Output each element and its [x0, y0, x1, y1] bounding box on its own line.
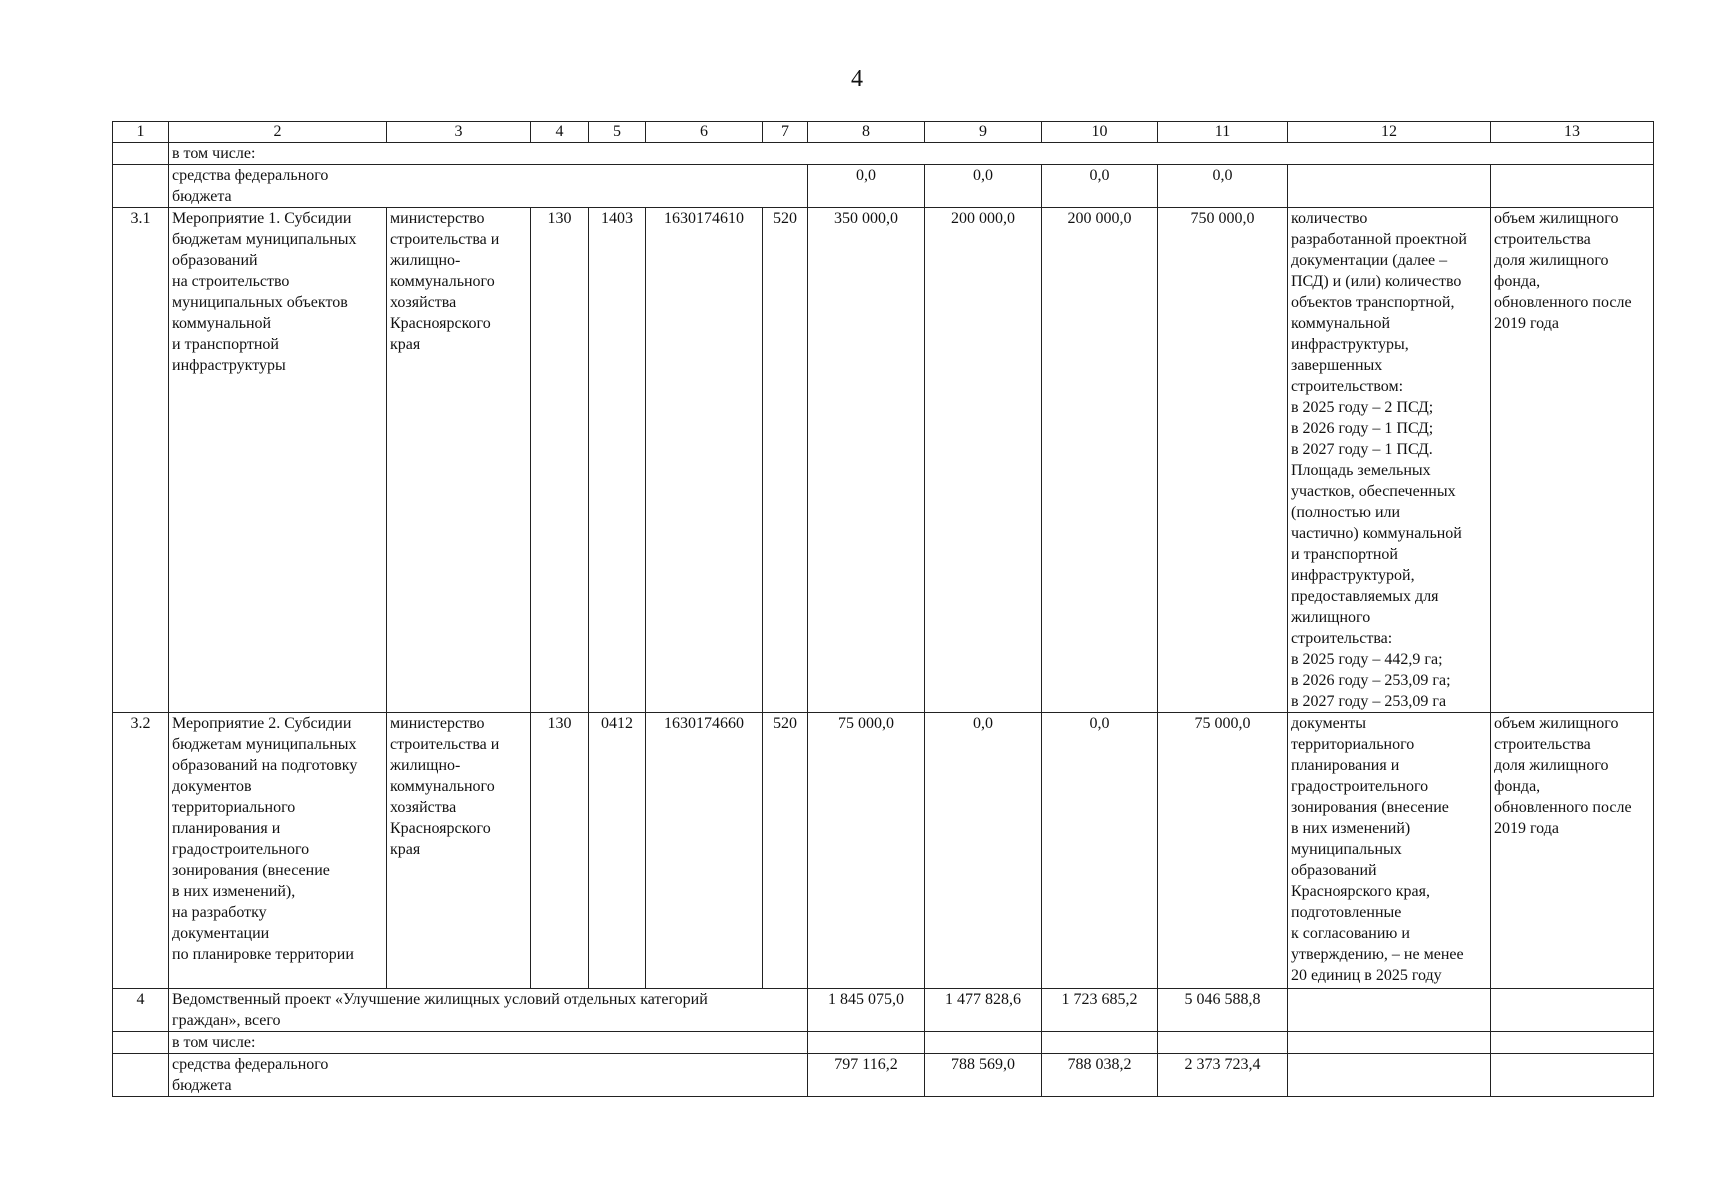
amount-total: 2 373 723,4: [1158, 1054, 1288, 1097]
indicator-cell: [1491, 1054, 1654, 1097]
code-expense-type: 520: [763, 713, 808, 989]
amount-2026: 200 000,0: [925, 208, 1042, 713]
header-cell: 13: [1491, 122, 1654, 143]
table-row: [113, 989, 1654, 1032]
indicator-cell: объем жилищного строительства доля жилищного фонда, обновленного после 2019 года: [1491, 713, 1654, 989]
row-label: Ведомственный проект «Улучшение жилищных условий отдельных категорий граждан», всего: [169, 989, 808, 1032]
header-cell: 10: [1042, 122, 1158, 143]
result-cell: [1288, 165, 1491, 208]
amount-total: [1158, 1032, 1288, 1054]
amount-2027: 788 038,2: [1042, 1054, 1158, 1097]
header-cell: 8: [808, 122, 925, 143]
table-row: [113, 143, 1654, 165]
amount-2027: [1042, 1032, 1158, 1054]
amount-total: 0,0: [1158, 165, 1288, 208]
result-cell: [1288, 989, 1491, 1032]
code-target: 1630174660: [646, 713, 763, 989]
table-row: [113, 208, 1654, 713]
code-ministry: 130: [531, 713, 589, 989]
measure-name: Мероприятие 2. Субсидии бюджетам муниципальных образований на подготовку документов территориального планирования и градостроительного зонирования (внесение в них изменений), на разработку документации по планировке территории: [169, 713, 387, 989]
row-number: [113, 143, 169, 165]
row-number: [113, 165, 169, 208]
code-expense-type: 520: [763, 208, 808, 713]
row-number: [113, 1032, 169, 1054]
header-cell: 1: [113, 122, 169, 143]
indicator-cell: объем жилищного строительства доля жилищного фонда, обновленного после 2019 года: [1491, 208, 1654, 713]
executor: министерство строительства и жилищно- коммунального хозяйства Красноярского края: [387, 208, 531, 713]
code-ministry: 130: [531, 208, 589, 713]
amount-2026: [925, 1032, 1042, 1054]
row-label: средства федерального бюджета: [169, 165, 808, 208]
measure-name: Мероприятие 1. Субсидии бюджетам муниципальных образований на строительство муниципальных объектов коммунальной и транспортной инфраструктуры: [169, 208, 387, 713]
amount-2025: 75 000,0: [808, 713, 925, 989]
code-section: 0412: [589, 713, 646, 989]
amount-2027: 0,0: [1042, 713, 1158, 989]
amount-total: 5 046 588,8: [1158, 989, 1288, 1032]
amount-2025: 350 000,0: [808, 208, 925, 713]
result-cell: [1288, 1054, 1491, 1097]
amount-2025: 797 116,2: [808, 1054, 925, 1097]
executor: министерство строительства и жилищно- коммунального хозяйства Красноярского края: [387, 713, 531, 989]
header-row: [113, 122, 1654, 143]
header-cell: 11: [1158, 122, 1288, 143]
page-number: 4: [851, 66, 863, 92]
row-number: 3.2: [113, 713, 169, 989]
amount-2027: 0,0: [1042, 165, 1158, 208]
amount-2025: [808, 1032, 925, 1054]
table-row: [113, 165, 1654, 208]
amount-total: 750 000,0: [1158, 208, 1288, 713]
row-number: 3.1: [113, 208, 169, 713]
amount-2027: 200 000,0: [1042, 208, 1158, 713]
header-cell: 7: [763, 122, 808, 143]
table-row: [113, 1054, 1654, 1097]
header-cell: 9: [925, 122, 1042, 143]
amount-2025: 0,0: [808, 165, 925, 208]
table-row: [113, 1032, 1654, 1054]
result-cell: количество разработанной проектной документации (далее – ПСД) и (или) количество объектов транспортной, коммунальной инфраструктуры, завершенных строительством: в 2025 году – 2 ПСД; в 2026 году – 1 ПСД; в 2027 году – 1 ПСД. Площадь земельных участков, обеспеченных (полностью или частично) коммунальной и транспортной инфраструктурой, предоставляемых для жилищного строительства: в 2025 году – 442,9 га; в 2026 году – 253,09 га; в 2027 году – 253,09 га: [1288, 208, 1491, 713]
table-row: [113, 713, 1654, 989]
amount-2026: 788 569,0: [925, 1054, 1042, 1097]
amount-2025: 1 845 075,0: [808, 989, 925, 1032]
indicator-cell: [1491, 165, 1654, 208]
code-target: 1630174610: [646, 208, 763, 713]
amount-2026: 1 477 828,6: [925, 989, 1042, 1032]
header-cell: 12: [1288, 122, 1491, 143]
row-number: [113, 1054, 169, 1097]
amount-total: 75 000,0: [1158, 713, 1288, 989]
header-cell: 5: [589, 122, 646, 143]
amount-2027: 1 723 685,2: [1042, 989, 1158, 1032]
header-cell: 2: [169, 122, 387, 143]
header-cell: 3: [387, 122, 531, 143]
indicator-cell: [1491, 1032, 1654, 1054]
code-section: 1403: [589, 208, 646, 713]
result-cell: [1288, 1032, 1491, 1054]
amount-2026: 0,0: [925, 713, 1042, 989]
row-label: средства федерального бюджета: [169, 1054, 808, 1097]
row-label: в том числе:: [169, 143, 1654, 165]
program-table: [112, 121, 1654, 1097]
indicator-cell: [1491, 989, 1654, 1032]
header-cell: 4: [531, 122, 589, 143]
row-number: 4: [113, 989, 169, 1032]
result-cell: документы территориального планирования и градостроительного зонирования (внесение в них изменений) муниципальных образований Красноярского края, подготовленные к согласованию и утверждению, – не менее 20 единиц в 2025 году: [1288, 713, 1491, 989]
header-cell: 6: [646, 122, 763, 143]
row-label: в том числе:: [169, 1032, 808, 1054]
amount-2026: 0,0: [925, 165, 1042, 208]
